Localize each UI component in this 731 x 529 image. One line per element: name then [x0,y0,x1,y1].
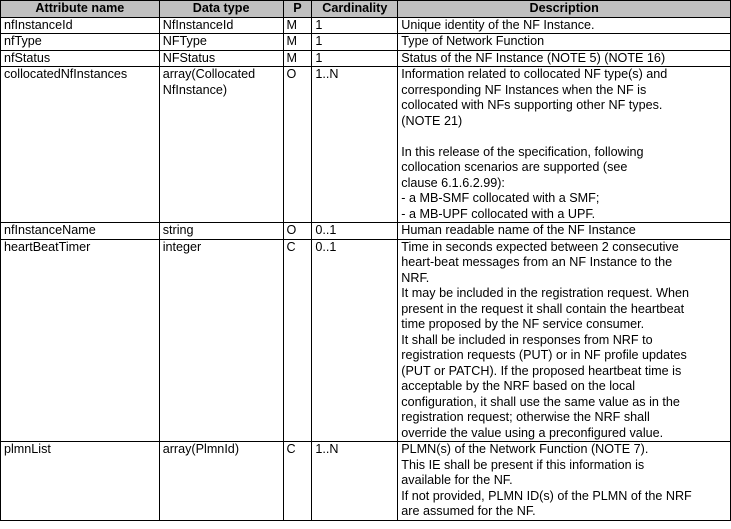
header-cardinality: Cardinality [312,1,398,18]
attribute-name-cell: nfStatus [1,50,160,67]
description-cell [398,239,731,442]
cardinality-cell: 1..N [312,442,398,521]
description-cell [398,223,731,240]
data-type-cell [159,34,283,51]
description-spacer [401,129,727,145]
table-row [1,67,731,223]
description-line: It shall be included in responses from NRF to [401,332,653,347]
description-line: clause 6.1.6.2.99): [401,175,505,190]
table-row [1,442,731,521]
description-line: Time in seconds expected between 2 consecutive [401,239,679,254]
description-line: (PUT or PATCH). If the proposed heartbeat time is [401,363,682,378]
table-body [1,17,731,520]
description-line: - a MB-UPF collocated with a UPF. [401,206,596,221]
description-line: If not provided, PLMN ID(s) of the PLMN of the NRF [401,488,692,503]
data-type-line: NFStatus [162,50,216,65]
cardinality-cell: 0..1 [312,239,398,442]
data-type-line: array(Collocated [162,67,256,81]
data-type-cell [159,239,283,442]
cardinality-cell: 1 [312,17,398,34]
table-row [1,34,731,51]
description-line: time proposed by the NF service consumer. [401,317,645,331]
attribute-name-cell: nfType [1,34,160,51]
description-line: In this release of the specification, following [401,144,644,159]
description-line: Unique identity of the NF Instance. [401,17,595,32]
presence-cell: C [283,442,312,521]
data-type-cell [159,50,283,67]
data-type-line: NfInstanceId [162,17,234,32]
attribute-name-cell: collocatedNfInstances [1,67,160,223]
attribute-name-cell: plmnList [1,442,160,521]
description-line: override the value using a preconfigured value. [401,425,664,440]
description-line: - a MB-SMF collocated with a SMF; [401,191,600,205]
description-cell [398,67,731,223]
description-line: Type of Network Function [401,34,545,48]
description-cell [398,34,731,51]
cardinality-cell: 1..N [312,67,398,223]
header-attribute-name: Attribute name [1,1,160,18]
attribute-name-cell: nfInstanceName [1,223,160,240]
data-type-line: NFType [162,34,207,48]
header-description: Description [398,1,731,18]
description-line: present in the request it shall contain the heartbeat [401,301,685,316]
description-line: acceptable by the NRF based on the local [401,379,636,393]
description-cell [398,442,731,521]
presence-cell: M [283,34,312,51]
description-line: (NOTE 21) [401,113,463,128]
description-line: NRF. [401,270,430,285]
cardinality-cell: 0..1 [312,223,398,240]
cardinality-cell: 1 [312,50,398,67]
data-type-line: NfInstance) [162,82,228,97]
header-data-type: Data type [159,1,283,18]
attribute-name-cell: heartBeatTimer [1,239,160,442]
description-line: heart-beat messages from an NF Instance to the [401,255,673,269]
presence-cell: M [283,17,312,34]
table-row [1,239,731,442]
description-line: registration requests (PUT) or in NF profile updates [401,348,687,362]
data-type-cell [159,67,283,223]
description-line: are assumed for the NF. [401,504,536,518]
description-line: available for the NF. [401,473,513,487]
header-presence: P [283,1,312,18]
table-row [1,17,731,34]
data-type-cell [159,223,283,240]
data-type-cell [159,17,283,34]
description-line: This IE shall be present if this information is [401,457,645,472]
data-type-line: array(PlmnId) [162,442,240,456]
description-line: It may be included in the registration request. When [401,286,689,300]
description-line: Human readable name of the NF Instance [401,223,636,237]
presence-cell: C [283,239,312,442]
table-header-row [1,1,731,18]
description-line: collocation scenarios are supported (see [401,160,628,174]
presence-cell: O [283,223,312,240]
description-line: Status of the NF Instance (NOTE 5) (NOTE 16) [401,50,666,65]
table-row [1,223,731,240]
description-line: PLMN(s) of the Network Function (NOTE 7). [401,442,649,456]
data-type-line: string [162,223,194,237]
description-cell [398,50,731,67]
description-line: Information related to collocated NF type(s) and [401,67,668,81]
data-type-cell [159,442,283,521]
presence-cell: M [283,50,312,67]
description-line: registration request; otherwise the NRF shall [401,410,650,424]
data-type-line: integer [162,239,202,254]
description-cell [398,17,731,34]
description-line: corresponding NF Instances when the NF is [401,82,647,97]
presence-cell: O [283,67,312,223]
table-row [1,50,731,67]
description-line: configuration, it shall use the same value as in the [401,394,680,409]
attribute-name-cell: nfInstanceId [1,17,160,34]
description-line: collocated with NFs supporting other NF types. [401,98,663,112]
cardinality-cell: 1 [312,34,398,51]
